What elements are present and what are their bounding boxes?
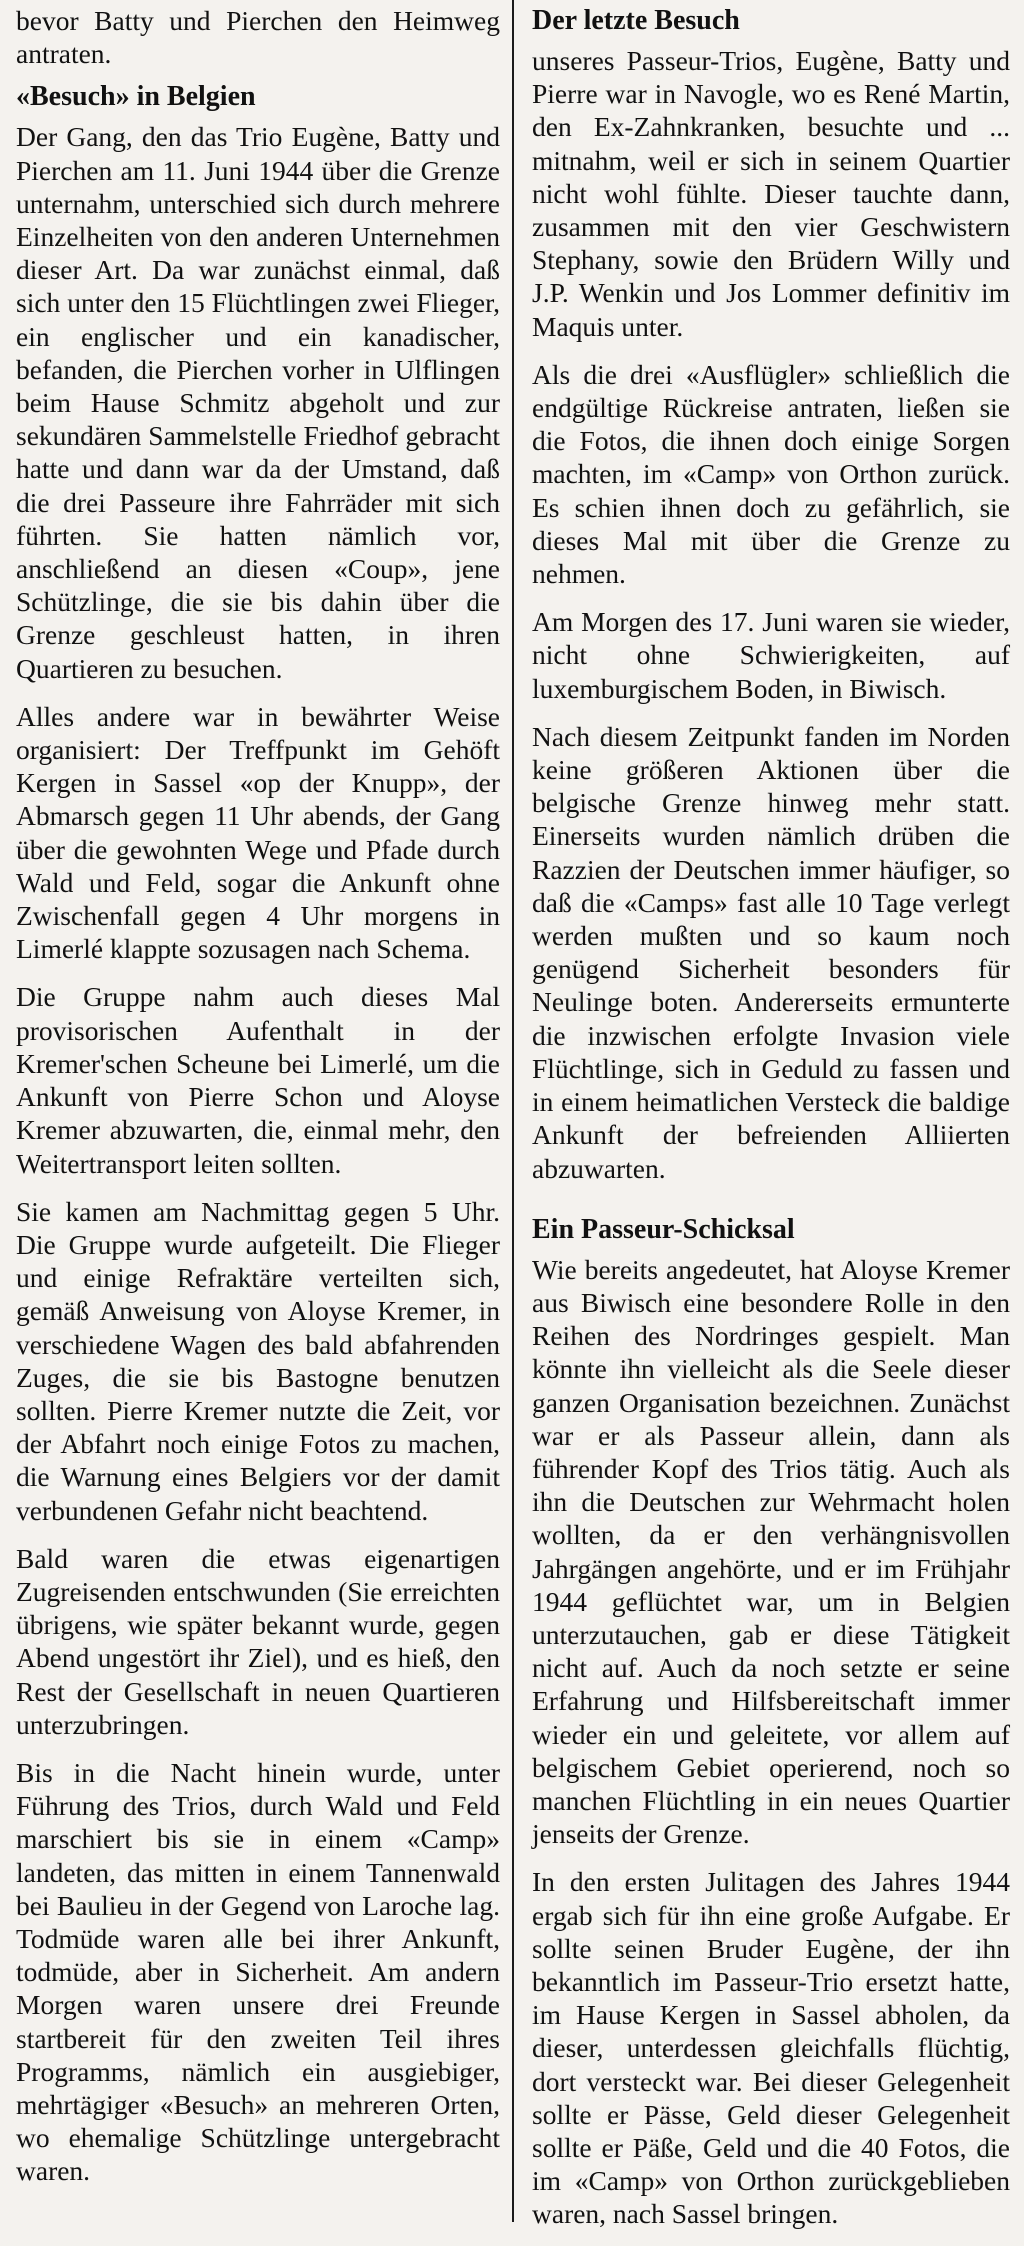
- heading-besuch-in-belgien: «Besuch» in Belgien: [16, 81, 256, 113]
- paragraph-organisation: Alles andere war in bewährter Weise organisiert: Der Treffpunkt im Gehöft Kergen in Sassel «op der Knupp», der Abmarsch gegen 11 Uhr abends, der Gang über die gewohnten Wege und Pfade durch Wald und Feld, sogar die Ankunft ohne Zwischenfall gegen 4 Uhr morgens in Limerlé klappte sozusagen nach Schema.: [16, 700, 500, 965]
- paragraph-scheune: Die Gruppe nahm auch dieses Mal provisorischen Aufenthalt in der Kremer'schen Scheune bei Limerlé, um die Ankunft von Pierre Schon und Aloyse Kremer abzuwarten, die, einmal mehr, den Weitertransport leiten sollten.: [16, 981, 500, 1179]
- paragraph-nachmittag: Sie kamen am Nachmittag gegen 5 Uhr. Die Gruppe wurde aufgeteilt. Die Flieger und einige Refraktäre verteilten sich, gemäß Anweisung von Aloyse Kremer, in verschiedene Wagen des bald abfahrenden Zuges, die sie bis Bastogne benutzen sollten. Pierre Kremer nutzte die Zeit, vor der Abfahrt noch einige Fotos zu machen, die Warnung eines Belgiers vor der damit verbundenen Gefahr nicht beachtend.: [16, 1195, 500, 1526]
- heading-passeur-schicksal: Ein Passeur-Schicksal: [532, 1213, 795, 1245]
- intro-paragraph: bevor Batty und Pierchen den Heimweg antraten.: [16, 5, 500, 70]
- paragraph-julitage: In den ersten Julitagen des Jahres 1944 ergab sich für ihn eine große Aufgabe. Er sollte seinen Bruder Eugène, der ihn bekanntlich im Passeur-Trio ersetzt hatte, im Hause Kergen in Sassel abholen, da dieser, unterdessen gleichfalls flüchtig, dort versteckt war. Bei dieser Gelegenheit sollte er Pässe, Geld dieser Gelegenheit sollte er Päße, Geld und die 40 Fotos, die im «Camp» von Orthon zurückgeblieben waren, nach Sassel bringen.: [532, 1866, 1010, 2230]
- paragraph-nach-diesem-zeitpunkt: Nach diesem Zeitpunkt fanden im Norden keine größeren Aktionen über die belgische Grenze hinweg mehr statt. Einerseits wurden nämlich drüben die Razzien der Deutschen immer häufiger, so daß die «Camps» fast alle 10 Tage verlegt werden mußten und so kaum noch genügend Sicherheit besonders für Neulinge boten. Andererseits ermunterte die inzwischen erfolgte Invasion viele Flüchtlinge, sich in Geduld zu fassen und in einem heimatlichen Versteck die baldige Ankunft der befreienden Alliierten abzuwarten.: [532, 720, 1010, 1184]
- right-column: [532, 4, 1010, 2246]
- heading-der-letzte-besuch: Der letzte Besuch: [532, 5, 740, 36]
- paragraph-17-juni: Am Morgen des 17. Juni waren sie wieder, nicht ohne Schwierigkeiten, auf luxemburgischem Boden, in Biwisch.: [532, 606, 1010, 704]
- paragraph-zugreisende: Bald waren die etwas eigenartigen Zugreisenden entschwunden (Sie erreichten übrigens, wie später bekannt wurde, gegen Abend ungestört ihr Ziel), und es hieß, den Rest der Gesellschaft in neuen Quartieren unterzubringen.: [16, 1542, 500, 1740]
- column-divider: [512, 0, 514, 2222]
- paragraph-navogle: unseres Passeur-Trios, Eugène, Batty und Pierre war in Navogle, wo es René Martin, den Ex-Zahnkranken, besuchte und ... mitnahm, weil er sich in seinem Quartier nicht wohl fühlte. Dieser tauchte dann, zusammen mit den vier Geschwistern Stephany, sowie den Brüdern Willy und J.P. Wenkin und Jos Lommer definitiv im Maquis unter.: [532, 45, 1010, 342]
- paragraph-grenzgang: Der Gang, den das Trio Eugène, Batty und Pierchen am 11. Juni 1944 über die Grenze unternahm, unterschied sich durch mehrere Einzelheiten von den anderen Unternehmen dieser Art. Da war zunächst einmal, daß sich unter den 15 Flüchtlingen zwei Flieger, ein englischer und ein kanadischer, befanden, die Pierchen vorher in Ulflingen beim Hause Schmitz abgeholt und zur sekundären Sammelstelle Friedhof gebracht hatte und dann war da der Umstand, daß die drei Passeure ihre Fahrräder mit sich führten. Sie hatten nämlich vor, anschließend an diesen «Coup», jene Schützlinge, die sie bis dahin über die Grenze geschleust hatten, in ihren Quartieren zu besuchen.: [16, 121, 500, 684]
- left-column: [16, 4, 500, 2203]
- paragraph-rueckreise: Als die drei «Ausflügler» schließlich die endgültige Rückreise antraten, ließen sie die Fotos, die ihnen doch einige Sorgen machten, im «Camp» von Orthon zurück. Es schien ihnen doch zu gefährlich, sie dieses Mal mit über die Grenze zu nehmen.: [532, 358, 1010, 590]
- paragraph-aloyse-kremer: Wie bereits angedeutet, hat Aloyse Kremer aus Biwisch eine besondere Rolle in den Reihen des Nordringes gespielt. Man könnte ihn vielleicht als die Seele dieser ganzen Organisation bezeichnen. Zunächst war er als Passeur allein, dann als führender Kopf des Trios tätig. Auch als ihn die Deutschen zur Wehrmacht holen wollten, da er den verhängnisvollen Jahrgängen angehörte, und er im Frühjahr 1944 geflüchtet war, um in Belgien unterzutauchen, gab er diese Tätigkeit nicht auf. Auch da noch setzte er seine Erfahrung und Hilfsbereitschaft immer wieder ein und geleitete, vor allem auf belgischem Gebiet operierend, noch so manchen Flüchtling in ein neues Quartier jenseits der Grenze.: [532, 1253, 1010, 1850]
- paragraph-camp: Bis in die Nacht hinein wurde, unter Führung des Trios, durch Wald und Feld marschiert bis sie in einem «Camp» landeten, das mitten in einem Tannenwald bei Baulieu in der Gegend von Laroche lag. Todmüde waren alle bei ihrer Ankunft, todmüde, aber in Sicherheit. Am andern Morgen waren unsere drei Freunde startbereit für den zweiten Teil ihres Programms, nämlich ein ausgiebiger, mehrtägiger «Besuch» an mehreren Orten, wo ehemalige Schützlinge untergebracht waren.: [16, 1756, 500, 2187]
